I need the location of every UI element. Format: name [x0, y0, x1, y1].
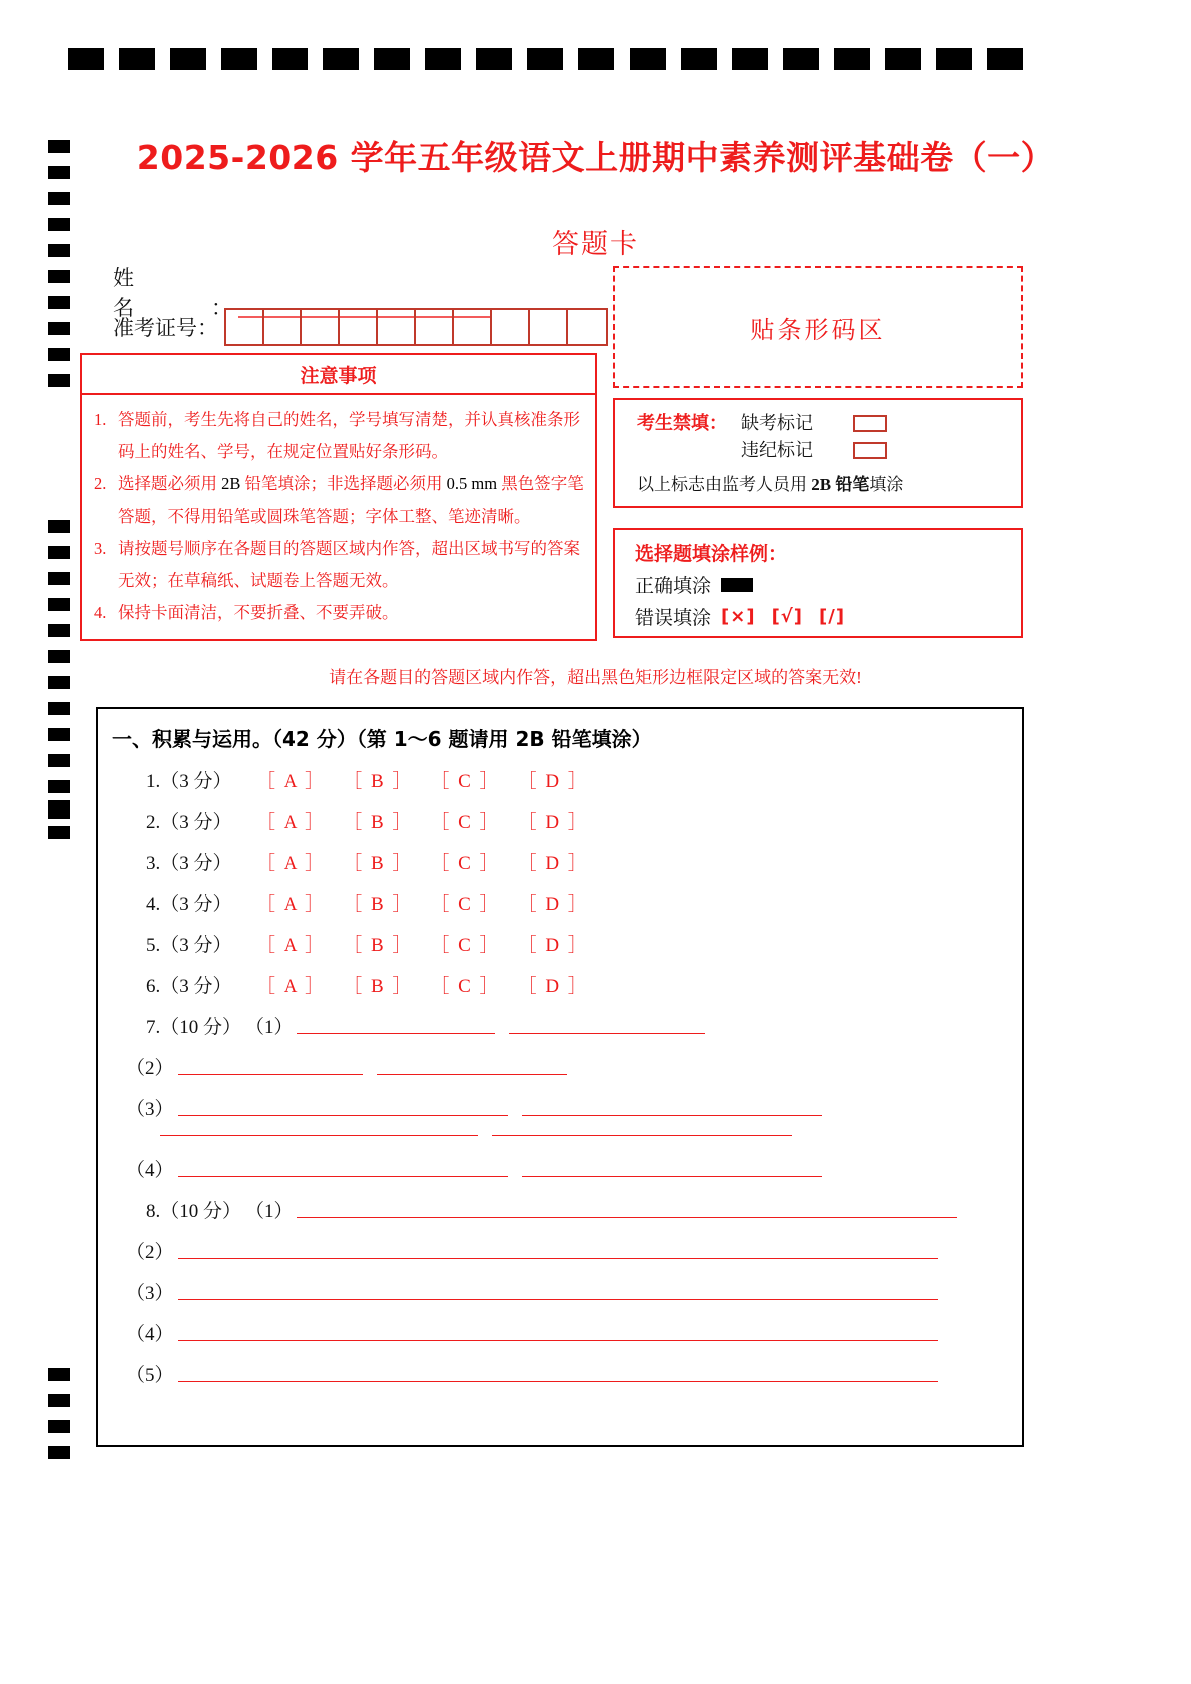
- notice-item: [94, 468, 585, 532]
- barcode-area: [613, 266, 1023, 388]
- choice-question-row: [98, 930, 1022, 957]
- answer-line[interactable]: [509, 1033, 705, 1034]
- choice-option-bubble[interactable]: ［ B ］: [343, 935, 414, 956]
- proctor-note: [637, 470, 1021, 495]
- choice-question-label: 1.（3 分）: [146, 771, 232, 792]
- choice-question-label: 4.（3 分）: [146, 894, 232, 915]
- fill-question-label: 8.（10 分）: [146, 1201, 242, 1222]
- name-colon: ：: [211, 296, 232, 320]
- answer-line[interactable]: [377, 1074, 567, 1075]
- notice-text: 铅笔填涂；非选择题必须用: [240, 474, 447, 494]
- fill-subitem-tag: （4）: [126, 1324, 174, 1345]
- exam-id-cell[interactable]: [264, 310, 302, 344]
- answer-line[interactable]: [178, 1115, 508, 1116]
- notice-item-text: [118, 468, 585, 532]
- exam-id-cell[interactable]: [416, 310, 454, 344]
- notice-text: 黑色签字笔: [497, 474, 584, 494]
- choice-question-label: 3.（3 分）: [146, 853, 232, 874]
- wrong-mark-cross: [×]: [721, 606, 756, 627]
- exam-id-cell[interactable]: [530, 310, 568, 344]
- exam-id-cell[interactable]: [492, 310, 530, 344]
- notice-emphasis: 0.5 mm: [446, 474, 498, 494]
- section-heading: 一、积累与运用。（42 分）（第 1～6 题请用 2B 铅笔填涂）: [112, 727, 652, 751]
- choice-question-label: 2.（3 分）: [146, 812, 232, 833]
- choice-option-bubble[interactable]: ［ C ］: [430, 771, 501, 792]
- choice-question-label: 6.（3 分）: [146, 976, 232, 997]
- fill-question-row: [98, 1278, 1022, 1305]
- exam-id-label: 准考证号：: [113, 316, 218, 340]
- fill-question-row: [98, 1319, 1022, 1346]
- notice-item: [94, 533, 585, 597]
- answer-card-subtitle: 答题卡: [552, 229, 639, 259]
- correct-fill-mark: [721, 578, 753, 592]
- choice-option-bubble[interactable]: ［ C ］: [430, 976, 501, 997]
- timing-marks-left-1: [48, 140, 70, 400]
- absent-mark-label: 缺考标记: [741, 413, 813, 433]
- exam-id-boxes[interactable]: [224, 308, 608, 346]
- answer-line[interactable]: [492, 1135, 792, 1136]
- choice-options: [256, 848, 606, 875]
- wrong-mark-check: [√]: [771, 606, 804, 627]
- choice-question-row: [98, 971, 1022, 998]
- exam-id-cell[interactable]: [226, 310, 264, 344]
- notice-text: 保持卡面清洁，不要折叠、不要弄破。: [118, 603, 399, 623]
- notice-item-line: [118, 436, 585, 468]
- answer-line[interactable]: [178, 1340, 938, 1341]
- fill-question-list: [98, 1012, 1022, 1387]
- wrong-fill-label: 错误填涂: [635, 608, 712, 629]
- choice-option-bubble[interactable]: ［ B ］: [343, 853, 414, 874]
- choice-question-row: [98, 807, 1022, 834]
- notice-text: 请按题号顺序在各题目的答题区域内作答，超出区域书写的答案: [118, 538, 580, 558]
- notice-item-number: 3.: [94, 538, 107, 558]
- choice-option-bubble[interactable]: ［ B ］: [343, 812, 414, 833]
- answer-line[interactable]: [297, 1217, 957, 1218]
- timing-marks-left-4: [48, 1368, 70, 1472]
- notice-item-line: [118, 533, 585, 565]
- fill-question-row: [98, 1053, 1022, 1080]
- wrong-mark-slash: [/]: [819, 606, 846, 627]
- exam-id-cell[interactable]: [302, 310, 340, 344]
- choice-question-label: 5.（3 分）: [146, 935, 232, 956]
- choice-option-bubble[interactable]: ［ B ］: [343, 771, 414, 792]
- notice-items: [82, 395, 595, 639]
- answer-area: [96, 707, 1024, 1447]
- multiple-choice-list: [98, 766, 1022, 998]
- notice-text: 码上的姓名、学号，在规定位置贴好条形码。: [118, 442, 448, 462]
- choice-option-bubble[interactable]: ［ D ］: [517, 935, 589, 956]
- notice-item-text: [118, 533, 585, 597]
- answer-area-warning: 请在各题目的答题区域内作答，超出黑色矩形边框限定区域的答案无效!: [329, 668, 862, 687]
- exam-id-cell[interactable]: [568, 310, 606, 344]
- notice-text: 无效；在草稿纸、试题卷上答题无效。: [118, 570, 399, 590]
- notice-text: 答题，不得用铅笔或圆珠笔答题；字体工整、笔迹清晰。: [118, 506, 531, 526]
- timing-marks-left-3: [48, 800, 70, 852]
- choice-option-bubble[interactable]: ［ B ］: [343, 976, 414, 997]
- choice-option-bubble[interactable]: ［ A ］: [256, 976, 327, 997]
- choice-option-bubble[interactable]: ［ A ］: [256, 853, 327, 874]
- notice-item-line: [118, 597, 585, 629]
- correct-fill-row: [635, 571, 1021, 598]
- choice-options: [256, 971, 606, 998]
- exam-id-cell[interactable]: [340, 310, 378, 344]
- page-title: 2025-2026 学年五年级语文上册期中素养测评基础卷（一）: [136, 138, 1055, 177]
- fill-question-row: [98, 1135, 1022, 1141]
- notice-item-number: 1.: [94, 410, 107, 429]
- fill-question-row: [98, 1196, 1022, 1223]
- choice-option-bubble[interactable]: ［ D ］: [517, 853, 589, 874]
- notice-text: 选择题必须用: [118, 474, 222, 494]
- fill-subitem-tag: （3）: [126, 1283, 174, 1304]
- proctor-note-suffix: 填涂: [869, 475, 904, 494]
- barcode-area-label: 贴条形码区: [750, 317, 886, 344]
- fill-question-row: [98, 1360, 1022, 1387]
- choice-options: [256, 766, 606, 793]
- absent-mark-row: [637, 410, 1021, 437]
- fill-question-label: 7.（10 分）: [146, 1017, 242, 1038]
- choice-option-bubble[interactable]: ［ D ］: [517, 771, 589, 792]
- choice-options: [256, 889, 606, 916]
- choice-option-bubble[interactable]: ［ C ］: [430, 935, 501, 956]
- choice-option-bubble[interactable]: ［ C ］: [430, 894, 501, 915]
- notice-item-number: 2.: [94, 474, 107, 494]
- absent-mark-bubble[interactable]: [853, 415, 887, 432]
- answer-line[interactable]: [178, 1381, 938, 1382]
- answer-line[interactable]: [178, 1074, 363, 1075]
- choice-options: [256, 807, 606, 834]
- notice-emphasis: 2B: [221, 474, 241, 494]
- notice-item-line: [118, 565, 585, 597]
- wrong-fill-row: [635, 603, 1021, 630]
- choice-question-row: [98, 766, 1022, 793]
- notice-box: [80, 353, 597, 641]
- fill-question-row: [98, 1237, 1022, 1264]
- exam-id-cell[interactable]: [454, 310, 492, 344]
- proctor-note-bold: 2B 铅笔: [811, 475, 870, 494]
- choice-options: [256, 930, 606, 957]
- fill-question-row: [98, 1012, 1022, 1039]
- fill-subitem-tag: （2）: [126, 1242, 174, 1263]
- notice-item: [94, 597, 585, 629]
- choice-option-bubble[interactable]: ［ D ］: [517, 894, 589, 915]
- fill-subitem-tag: （5）: [126, 1365, 174, 1386]
- notice-item: [94, 404, 585, 468]
- correct-fill-label: 正确填涂: [635, 576, 712, 597]
- timing-marks-top: [68, 48, 1023, 70]
- exam-id-cell[interactable]: [378, 310, 416, 344]
- choice-question-row: [98, 889, 1022, 916]
- proctor-only-label: 考生禁填：: [637, 413, 727, 434]
- fill-subitem-tag: （4）: [126, 1160, 174, 1181]
- exam-id-row: [113, 308, 608, 346]
- notice-item-line: [118, 468, 585, 500]
- notice-item-text: [118, 597, 585, 629]
- fill-subitem-tag: （1）: [245, 1017, 293, 1038]
- fill-question-row: [98, 1094, 1022, 1121]
- choice-option-bubble[interactable]: ［ A ］: [256, 771, 327, 792]
- violation-mark-row: [637, 437, 1021, 464]
- notice-text: 答题前，考生先将自己的姓名，学号填写清楚，并认真核准条形: [118, 410, 580, 429]
- fill-sample-heading: 选择题填涂样例：: [635, 543, 788, 565]
- notice-item-number: 4.: [94, 603, 107, 623]
- choice-option-bubble[interactable]: ［ D ］: [517, 812, 589, 833]
- choice-option-bubble[interactable]: ［ C ］: [430, 853, 501, 874]
- violation-mark-label: 违纪标记: [741, 440, 813, 460]
- proctor-note-prefix: 以上标志由监考人员用: [637, 475, 812, 494]
- fill-subitem-tag: （3）: [126, 1099, 174, 1120]
- notice-item-text: [118, 404, 585, 468]
- choice-option-bubble[interactable]: ［ C ］: [430, 812, 501, 833]
- choice-option-bubble[interactable]: ［ B ］: [343, 894, 414, 915]
- answer-line[interactable]: [178, 1176, 508, 1177]
- answer-line[interactable]: [178, 1258, 938, 1259]
- answer-line[interactable]: [297, 1033, 495, 1034]
- answer-line[interactable]: [522, 1115, 822, 1116]
- fill-question-row: [98, 1155, 1022, 1182]
- violation-mark-bubble[interactable]: [853, 442, 887, 459]
- notice-item-line: [118, 404, 585, 436]
- choice-option-bubble[interactable]: ［ D ］: [517, 976, 589, 997]
- proctor-only-box: [613, 398, 1023, 508]
- choice-option-bubble[interactable]: ［ A ］: [256, 935, 327, 956]
- answer-line[interactable]: [160, 1135, 478, 1136]
- answer-line[interactable]: [522, 1176, 822, 1177]
- notice-item-line: [118, 501, 585, 533]
- fill-sample-box: [613, 528, 1023, 638]
- answer-line[interactable]: [178, 1299, 938, 1300]
- choice-option-bubble[interactable]: ［ A ］: [256, 894, 327, 915]
- choice-option-bubble[interactable]: ［ A ］: [256, 812, 327, 833]
- fill-subitem-tag: （1）: [245, 1201, 293, 1222]
- choice-question-row: [98, 848, 1022, 875]
- name-label: 姓 名: [113, 266, 206, 320]
- notice-heading: 注意事项: [82, 355, 595, 395]
- fill-subitem-tag: （2）: [126, 1058, 174, 1079]
